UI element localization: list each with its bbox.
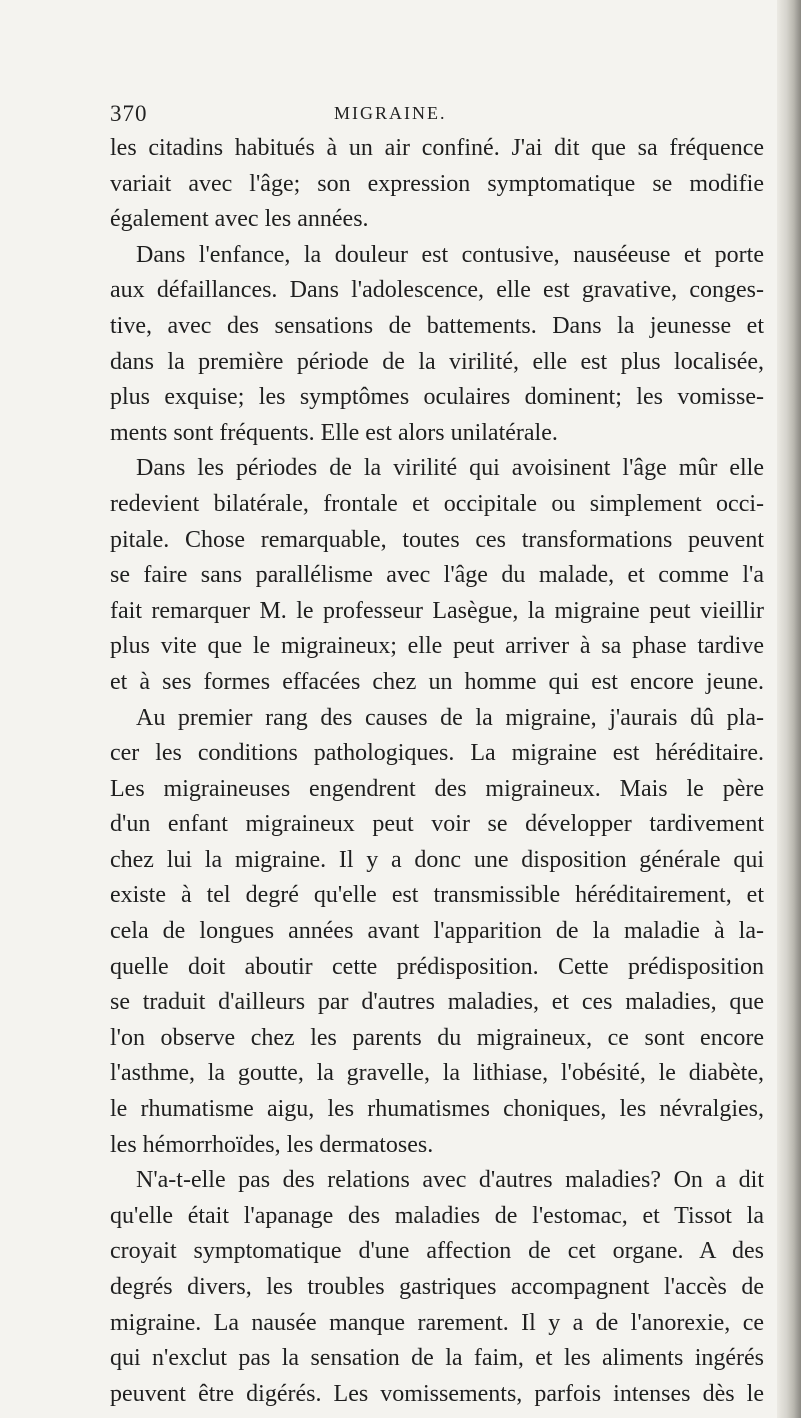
text-line: plus exquise; les symptômes oculaires dominent; les vomisse-	[110, 384, 764, 411]
text-line: Dans l'enfance, la douleur est contusive, nauséeuse et porte	[136, 241, 764, 268]
text-line: plus vite que le migraineux; elle peut arriver à sa phase tardive	[110, 633, 764, 660]
text-line: les hémorrhoïdes, les dermatoses.	[110, 1131, 434, 1158]
text-line: l'asthme, la goutte, la gravelle, la lithiase, l'obésité, le diabète,	[110, 1060, 764, 1087]
text-line: les citadins habitués à un air confiné. J'ai dit que sa fréquence	[110, 135, 764, 161]
text-line: dans la première période de la virilité, elle est plus localisée,	[110, 348, 764, 375]
running-title: MIGRAINE.	[334, 103, 447, 123]
text-line: Les migraineuses engendrent des migraineux. Mais le père	[110, 775, 764, 802]
page-gutter-shadow	[777, 0, 801, 1418]
text-line: migraine. La nausée manque rarement. Il y a de l'anorexie, ce	[110, 1309, 764, 1336]
text-line: existe à tel degré qu'elle est transmissible héréditairement, et	[110, 882, 764, 909]
text-line: Dans les périodes de la virilité qui avoisinent l'âge mûr elle	[136, 455, 764, 482]
text-line: Au premier rang des causes de la migraine, j'aurais dû pla-	[136, 704, 764, 731]
text-line: le rhumatisme aigu, les rhumatismes choniques, les névralgies,	[110, 1096, 764, 1123]
text-line: l'on observe chez les parents du migraineux, ce sont encore	[110, 1024, 764, 1051]
text-line: d'un enfant migraineux peut voir se développer tardivement	[110, 811, 764, 838]
text-line: peuvent être digérés. Les vomissements, parfois intenses dès le	[110, 1380, 764, 1407]
text-line: N'a-t-elle pas des relations avec d'autres maladies? On a dit	[136, 1167, 764, 1194]
text-line: quelle doit aboutir cette prédisposition. Cette prédisposition	[110, 953, 764, 980]
body-text	[110, 131, 764, 1412]
text-line: redevient bilatérale, frontale et occipitale ou simplement occi-	[110, 490, 764, 517]
page-number: 370	[110, 101, 148, 126]
text-line: se faire sans parallélisme avec l'âge du malade, et comme l'a	[110, 562, 764, 589]
text-line: degrés divers, les troubles gastriques accompagnent l'accès de	[110, 1274, 764, 1300]
text-line: et à ses formes effacées chez un homme qui est encore jeune.	[110, 668, 764, 695]
text-line: se traduit d'ailleurs par d'autres maladies, et ces maladies, que	[110, 989, 764, 1016]
running-head	[110, 101, 750, 131]
text-line: cela de longues années avant l'apparition de la maladie à la-	[110, 918, 764, 945]
text-line: fait remarquer M. le professeur Lasègue, la migraine peut vieillir	[110, 597, 764, 624]
text-line: variait avec l'âge; son expression symptomatique se modifie	[110, 170, 764, 197]
text-line: croyait symptomatique d'une affection de cet organe. A des	[110, 1238, 764, 1265]
text-line: aux défaillances. Dans l'adolescence, elle est gravative, conges-	[110, 277, 764, 304]
text-line: cer les conditions pathologiques. La migraine est héréditaire.	[110, 740, 764, 767]
text-line: qui n'exclut pas la sensation de la faim, et les aliments ingérés	[110, 1345, 764, 1372]
text-line: également avec les années.	[110, 206, 369, 233]
text-line: chez lui la migraine. Il y a donc une disposition générale qui	[110, 846, 764, 873]
text-line: ments sont fréquents. Elle est alors unilatérale.	[110, 419, 558, 446]
text-line: qu'elle était l'apanage des maladies de l'estomac, et Tissot la	[110, 1202, 764, 1229]
text-line: tive, avec des sensations de battements. Dans la jeunesse et	[110, 312, 764, 339]
text-line: pitale. Chose remarquable, toutes ces transformations peuvent	[110, 526, 764, 553]
